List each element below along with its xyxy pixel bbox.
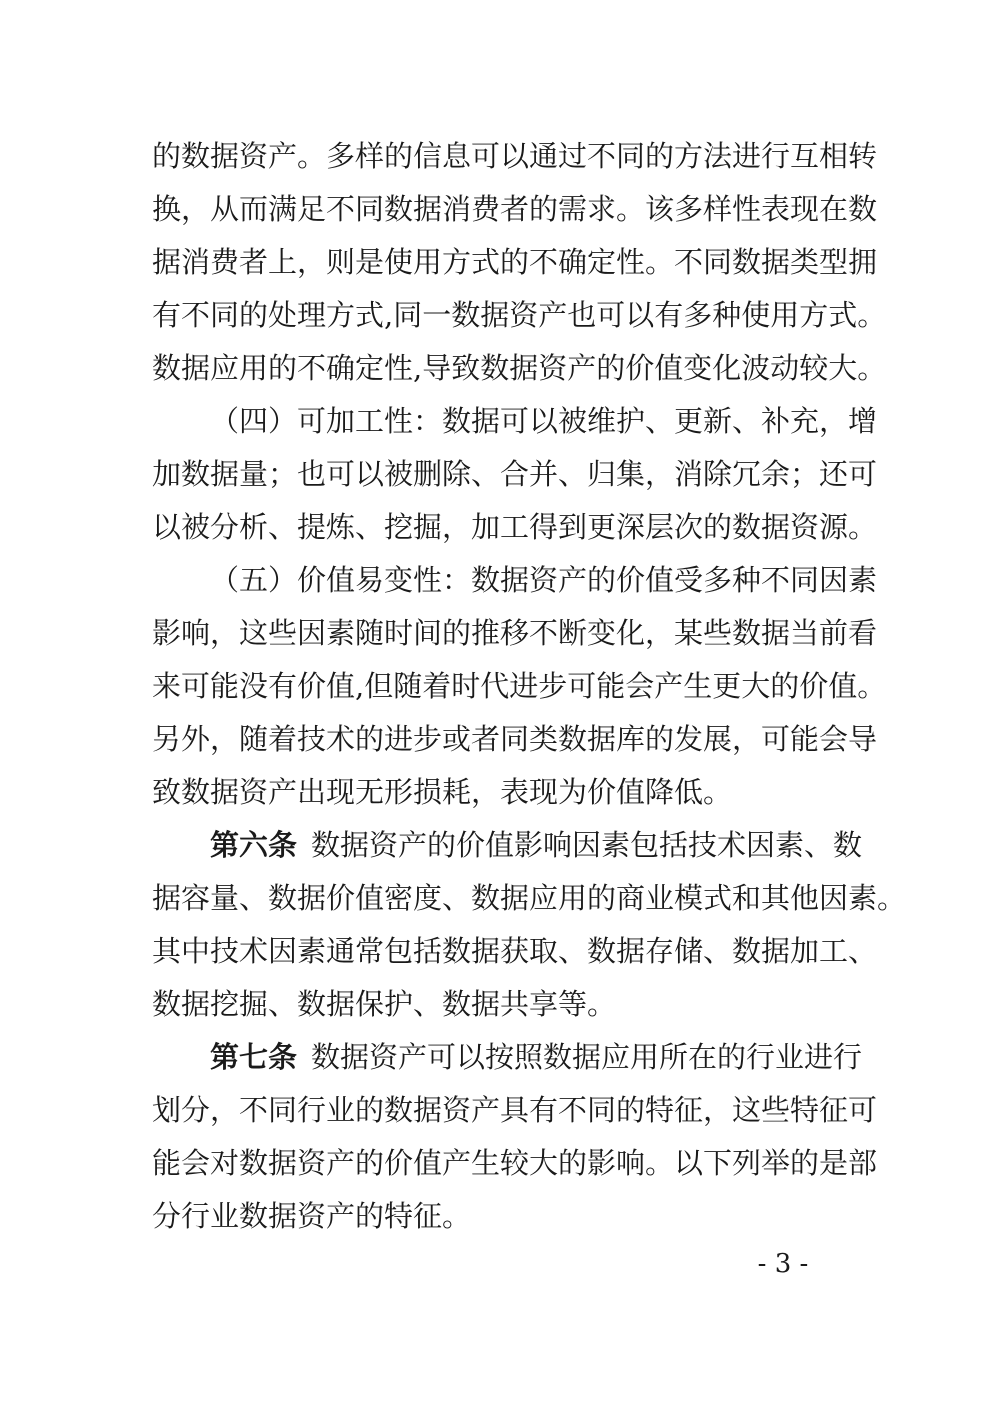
text-line: 数据应用的不确定性,导致数据资产的价值变化波动较大。 <box>152 351 887 385</box>
article-text: 数据资产的价值影响因素包括技术因素、数 <box>311 828 863 862</box>
text-line: 影响，这些因素随时间的推移不断变化，某些数据当前看 <box>152 616 878 650</box>
text-line: 来可能没有价值,但随着时代进步可能会产生更大的价值。 <box>152 669 887 703</box>
page-number: - 3 - <box>757 1249 809 1279</box>
article-text: 数据资产可以按照数据应用所在的行业进行 <box>311 1040 863 1074</box>
text-line: 划分，不同行业的数据资产具有不同的特征，这些特征可 <box>152 1093 878 1127</box>
article-first-line <box>210 825 863 865</box>
paragraph-first-line: （五）价值易变性：数据资产的价值受多种不同因素 <box>210 563 878 597</box>
text-line: 致数据资产出现无形损耗，表现为价值降低。 <box>152 775 733 809</box>
text-line: 数据挖掘、数据保护、数据共享等。 <box>152 987 617 1021</box>
text-line: 据消费者上，则是使用方式的不确定性。不同数据类型拥 <box>152 245 878 279</box>
text-line: 分行业数据资产的特征。 <box>152 1199 472 1233</box>
text-line: 据容量、数据价值密度、数据应用的商业模式和其他因素。 <box>152 881 907 915</box>
text-line: 以被分析、提炼、挖掘，加工得到更深层次的数据资源。 <box>152 510 878 544</box>
text-line: 其中技术因素通常包括数据获取、数据存储、数据加工、 <box>152 934 878 968</box>
text-line: 能会对数据资产的价值产生较大的影响。以下列举的是部 <box>152 1146 878 1180</box>
article-first-line <box>210 1037 863 1077</box>
article-heading: 第七条 <box>210 1040 298 1074</box>
text-line: 换，从而满足不同数据消费者的需求。该多样性表现在数 <box>152 192 878 226</box>
text-line: 加数据量；也可以被删除、合并、归集，消除冗余；还可 <box>152 457 878 491</box>
text-line: 另外，随着技术的进步或者同类数据库的发展，可能会导 <box>152 722 878 756</box>
text-line: 有不同的处理方式,同一数据资产也可以有多种使用方式。 <box>152 298 887 332</box>
article-heading: 第六条 <box>210 828 298 862</box>
text-line: 的数据资产。多样的信息可以通过不同的方法进行互相转 <box>152 139 878 173</box>
paragraph-first-line: （四）可加工性：数据可以被维护、更新、补充，增 <box>210 404 878 438</box>
